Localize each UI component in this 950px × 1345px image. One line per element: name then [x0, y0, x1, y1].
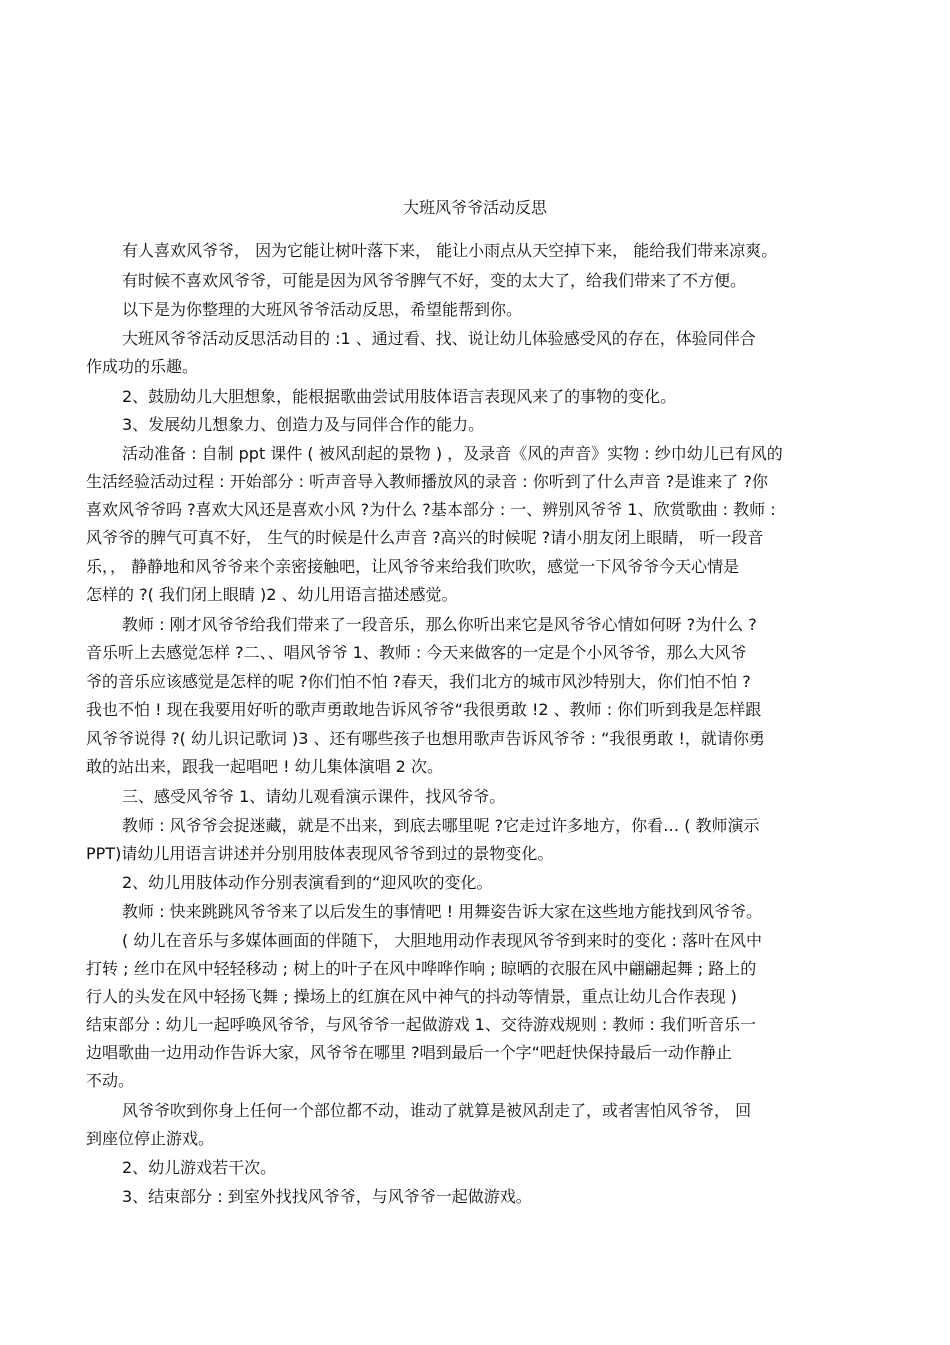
paragraph-line: 3、发展幼儿想象力、创造力及与同伴合作的能力。: [122, 415, 485, 434]
paragraph-line: 有人喜欢风爷爷， 因为它能让树叶落下来， 能让小雨点从天空掉下来， 能给我们带来凉爽。: [122, 241, 778, 260]
paragraph-line: 三、感受风爷爷 1、请幼儿观看演示课件，找风爷爷。: [122, 787, 506, 806]
paragraph-line: 有时候不喜欢风爷爷，可能是因为风爷爷脾气不好，变的太大了，给我们带来了不方便。: [122, 271, 747, 290]
paragraph-line: 音乐听上去感觉怎样 ?二、、唱风爷爷 1、教师 : 今天来做客的一定是个小风爷爷，那么大风爷: [86, 643, 747, 662]
paragraph-line: 教师 : 快来跳跳风爷爷来了以后发生的事情吧 ! 用舞姿告诉大家在这些地方能找到风爷爷。: [122, 902, 763, 921]
document-title: 大班风爷爷活动反思: [402, 198, 547, 217]
paragraph-line: 边唱歌曲一边用动作告诉大家，风爷爷在哪里 ?唱到最后一个字“吧赶快保持最后一动作静止: [86, 1043, 732, 1062]
paragraph-line: 2、鼓励幼儿大胆想象，能根据歌曲尝试用肢体语言表现风来了的事物的变化。: [122, 387, 677, 406]
paragraph-line: 活动准备 : 自制 ppt 课件 ( 被风刮起的景物 ) ，及录音《风的声音》实物 : 纱巾幼儿已有风的: [122, 444, 783, 463]
paragraph-line: ( 幼儿在音乐与多媒体画面的伴随下， 大胆地用动作表现风爷爷到来时的变化 : 落叶在风中: [122, 931, 762, 950]
paragraph-line: 教师 : 风爷爷会捉迷藏，就是不出来，到底去哪里呢 ?它走过许多地方，你看… ( 教师演示: [122, 816, 760, 835]
paragraph-line: 行人的头发在风中轻扬飞舞 ; 操场上的红旗在风中神气的抖动等情景，重点让幼儿合作表现 ): [86, 987, 737, 1006]
paragraph-line: 爷的音乐应该感觉是怎样的呢 ?你们怕不怕 ?春天，我们北方的城市风沙特别大，你们怕不怕 ?: [86, 672, 751, 691]
paragraph-line: 不动。: [86, 1071, 135, 1090]
paragraph-line: 风爷爷说得 ?( 幼儿识记歌词 )3 、还有哪些孩子也想用歌声告诉风爷爷 : “我很勇敢 !，就请你勇: [86, 729, 765, 748]
paragraph-line: 敢的站出来，跟我一起唱吧 ! 幼儿集体演唱 2 次。: [86, 757, 443, 776]
paragraph-line: 2、幼儿游戏若干次。: [122, 1158, 277, 1177]
paragraph-line: 2、幼儿用肢体动作分别表演看到的“迎风吹的变化。: [122, 873, 493, 892]
paragraph-line: 打转 ; 丝巾在风中轻轻移动 ; 树上的叶子在风中哗哗作响 ; 晾晒的衣服在风中翩翩起舞 ; 路上的: [86, 959, 757, 978]
paragraph-line: 风爷爷的脾气可真不好， 生气的时候是什么声音 ?高兴的时候呢 ?请小朋友闭上眼睛， 听一段音: [86, 528, 764, 547]
paragraph-line: 生活经验活动过程 : 开始部分 : 听声音导入教师播放风的录音 : 你听到了什么声音 ?是谁来了 ?你: [86, 472, 768, 491]
paragraph-line: 怎样的 ?( 我们闭上眼睛 )2 、幼儿用语言描述感觉。: [86, 585, 458, 604]
paragraph-line: 教师 : 刚才风爷爷给我们带来了一段音乐，那么你听出来它是风爷爷心情如何呀 ?为什么 ?: [122, 615, 757, 634]
paragraph-line: 大班风爷爷活动反思活动目的 :1 、通过看、找、说让幼儿体验感受风的存在，体验同伴合: [122, 329, 756, 348]
paragraph-line: 风爷爷吹到你身上任何一个部位都不动，谁动了就算是被风刮走了，或者害怕风爷爷， 回: [122, 1101, 752, 1120]
paragraph-line: 到座位停止游戏。: [86, 1129, 215, 1148]
paragraph-line: 结束部分 : 幼儿一起呼唤风爷爷，与风爷爷一起做游戏 1、交待游戏规则 : 教师 : 我们听音乐一: [86, 1015, 756, 1034]
paragraph-line: 作成功的乐趣。: [86, 357, 199, 376]
paragraph-line: 喜欢风爷爷吗 ?喜欢大风还是喜欢小风 ?为什么 ?基本部分 : 一、辨别风爷爷 1、欣赏歌曲 : 教师 :: [86, 500, 776, 519]
paragraph-line: PPT)请幼儿用语言讲述并分别用肢体表现风爷爷到过的景物变化。: [86, 844, 554, 863]
paragraph-line: 3、结束部分 : 到室外找找风爷爷，与风爷爷一起做游戏。: [122, 1187, 532, 1206]
paragraph-line: 乐，， 静静地和风爷爷来个亲密接触吧，让风爷爷来给我们吹吹，感觉一下风爷爷今天心情是: [86, 557, 740, 576]
paragraph-line: 以下是为你整理的大班风爷爷活动反思，希望能帮到你。: [122, 300, 523, 319]
paragraph-line: 我也不怕 ! 现在我要用好听的歌声勇敢地告诉风爷爷“我很勇敢 !2 、教师 : 你们听到我是怎样跟: [86, 700, 762, 719]
